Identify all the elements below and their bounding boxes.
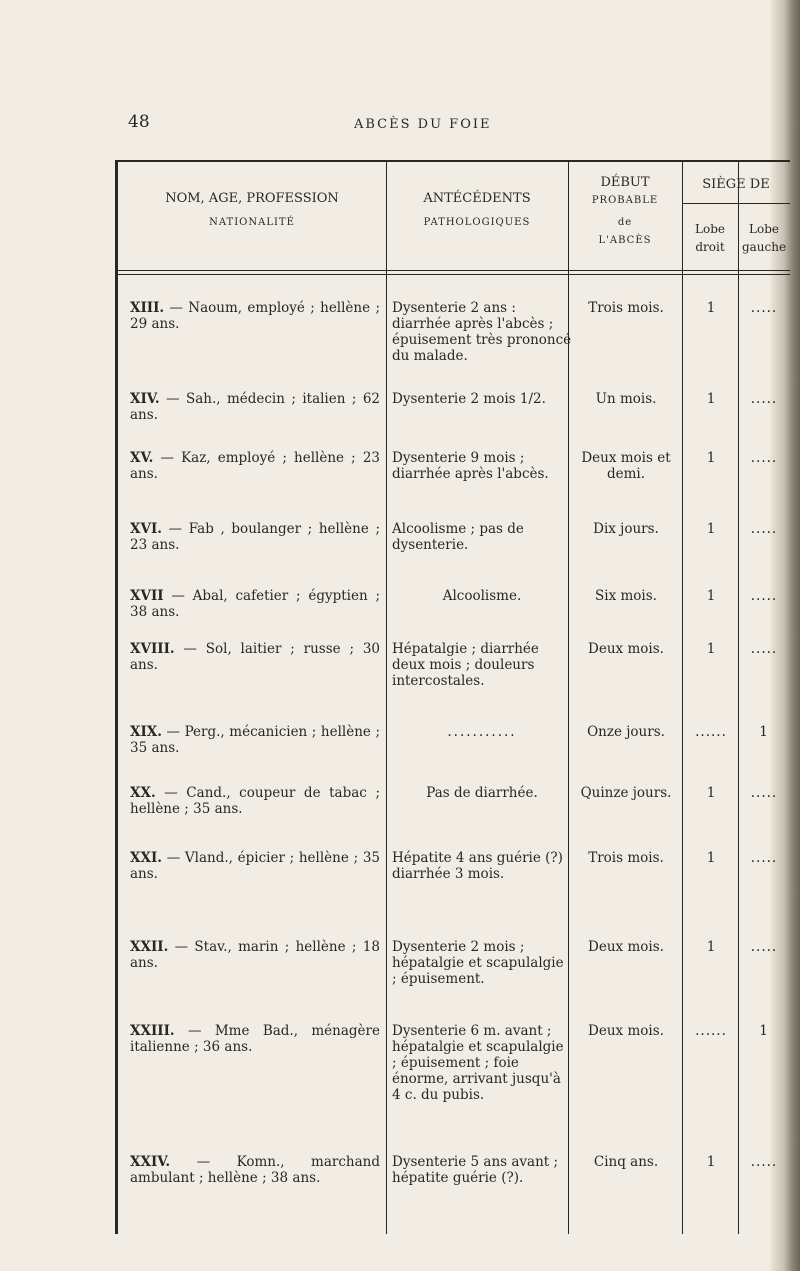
row-person [130,939,380,971]
row-history: Alcoolisme. [442,588,522,604]
row-number: XXIV. [130,1154,171,1170]
row-right-lobe: ...... [695,724,727,740]
header-antecedents-line1: ANTÉCÉDENTS [423,191,531,206]
row-right-lobe: 1 [706,939,716,955]
row-left-lobe: ..... [750,588,778,604]
row-history: Dysenterie 2 mois 1/2. [392,391,546,407]
row-left-lobe: ..... [750,300,778,316]
cases-table [115,160,790,1234]
row-onset: Deux mois. [588,939,664,955]
row-right-lobe: 1 [706,588,716,604]
row-right-lobe: 1 [706,391,716,407]
header-onset [568,174,682,250]
row-left-lobe: ..... [750,450,778,466]
row-onset: Deux mois et demi. [581,450,671,482]
row-number: XIII. [130,300,165,316]
row-left-lobe: ..... [750,521,778,537]
row-onset: Deux mois. [588,641,664,657]
row-person-text: — Sol, laitier ; russe ; 30 ans. [130,641,380,673]
row-person-text: — Vland., épicier ; hellène ; 35 ans. [130,850,380,882]
row-history: Dysenterie 9 mois ; diarrhée après l'abcès. [392,450,549,482]
header-left-lobe: Lobe gauche [741,222,787,254]
row-person [130,641,380,673]
row-person [130,785,380,817]
row-person-text: — Mme Bad., ménagère italienne ; 36 ans. [130,1023,380,1055]
row-number: XIV. [130,391,160,407]
row-number: XVII [130,588,164,604]
row-right-lobe: 1 [706,1154,716,1170]
row-history: Dysenterie 6 m. avant ; hépatalgie et scapulalgie ; épuisement ; foie énorme, arrivant jusqu'à 4 c. du pubis. [392,1023,564,1103]
row-right-lobe: 1 [706,641,716,657]
header-onset-line4: L'ABCÈS [598,235,652,246]
header-name [118,190,386,232]
column-divider [386,160,387,1234]
row-person [130,391,380,423]
header-name-line2: NATIONALITÉ [209,217,295,228]
header-siege: SIÈGE DE [702,177,770,192]
row-person-text: — Abal, cafetier ; égyptien ; 38 ans. [130,588,380,620]
header-right-lobe: Lobe droit [695,222,725,254]
row-person [130,1023,380,1055]
row-history: Dysenterie 2 mois ; hépatalgie et scapulalgie ; épuisement. [392,939,564,987]
row-left-lobe: ..... [750,939,778,955]
row-left-lobe: ..... [750,785,778,801]
row-person [130,300,380,332]
siege-subheader-rule [682,203,790,204]
row-history: Dysenterie 5 ans avant ; hépatite guérie (?). [392,1154,559,1186]
row-person-text: — Stav., marin ; hellène ; 18 ans. [130,939,380,971]
row-number: XV. [130,450,154,466]
table-top-rule [118,160,790,162]
row-onset: Six mois. [595,588,657,604]
row-onset: Un mois. [595,391,657,407]
row-right-lobe: 1 [706,450,716,466]
row-number: XXI. [130,850,162,866]
row-left-lobe: ..... [750,641,778,657]
row-left-lobe: ..... [750,1154,778,1170]
row-number: XX. [130,785,156,801]
row-person-text: — Cand., coupeur de tabac ; hellène ; 35 ans. [130,785,380,817]
row-number: XXII. [130,939,169,955]
row-left-lobe: ..... [750,850,778,866]
row-right-lobe: 1 [706,850,716,866]
header-antecedents-line2: PATHOLOGIQUES [423,217,531,228]
row-person [130,724,380,756]
row-history: Alcoolisme ; pas de dysenterie. [392,521,524,553]
running-title: ABCÈS DU FOIE [354,117,492,132]
row-onset: Dix jours. [593,521,659,537]
row-history: Pas de diarrhée. [426,785,538,801]
row-right-lobe: 1 [706,785,716,801]
row-person-text: — Komn., marchand ambulant ; hellène ; 38 ans. [130,1154,380,1186]
row-person-text: — Perg., mécanicien ; hellène ; 35 ans. [130,724,380,756]
header-antecedents [386,190,568,232]
row-number: XXIII. [130,1023,175,1039]
row-person [130,1154,380,1186]
row-history: ........... [447,724,517,740]
column-divider [682,160,683,1234]
row-onset: Onze jours. [587,724,665,740]
row-onset: Quinze jours. [580,785,672,801]
header-onset-line2: PROBABLE [591,195,659,206]
row-history: Hépatite 4 ans guérie (?) diarrhée 3 mois. [392,850,563,882]
row-number: XIX. [130,724,162,740]
header-onset-line3: de [617,217,633,228]
row-number: XVI. [130,521,162,537]
row-history: Hépatalgie ; diarrhée deux mois ; douleurs intercostales. [392,641,539,689]
row-person [130,450,380,482]
row-onset: Trois mois. [588,850,664,866]
header-name-line1: NOM, AGE, PROFESSION [165,191,339,206]
row-person-text: — Kaz, employé ; hellène ; 23 ans. [130,450,381,482]
row-left-lobe: 1 [759,724,769,740]
row-person-text: — Sah., médecin ; italien ; 62 ans. [130,391,380,423]
row-right-lobe: ...... [695,1023,727,1039]
row-right-lobe: 1 [706,300,716,316]
row-number: XVIII. [130,641,175,657]
page-number: 48 [128,112,150,132]
row-left-lobe: 1 [759,1023,769,1039]
row-person [130,588,380,620]
row-onset: Cinq ans. [593,1154,659,1170]
row-history: Dysenterie 2 ans : diarrhée après l'abcès ; épuisement très prononcé du malade. [392,300,572,364]
row-person-text: — Naoum, employé ; hellène ; 29 ans. [130,300,380,332]
row-onset: Trois mois. [588,300,664,316]
row-person [130,850,380,882]
row-right-lobe: 1 [706,521,716,537]
row-person-text: — Fab , boulanger ; hellène ; 23 ans. [130,521,380,553]
row-onset: Deux mois. [588,1023,664,1039]
header-onset-line1: DÉBUT [600,175,650,190]
header-double-rule [118,270,790,275]
column-divider [738,160,739,1234]
row-person [130,521,380,553]
row-left-lobe: ..... [750,391,778,407]
